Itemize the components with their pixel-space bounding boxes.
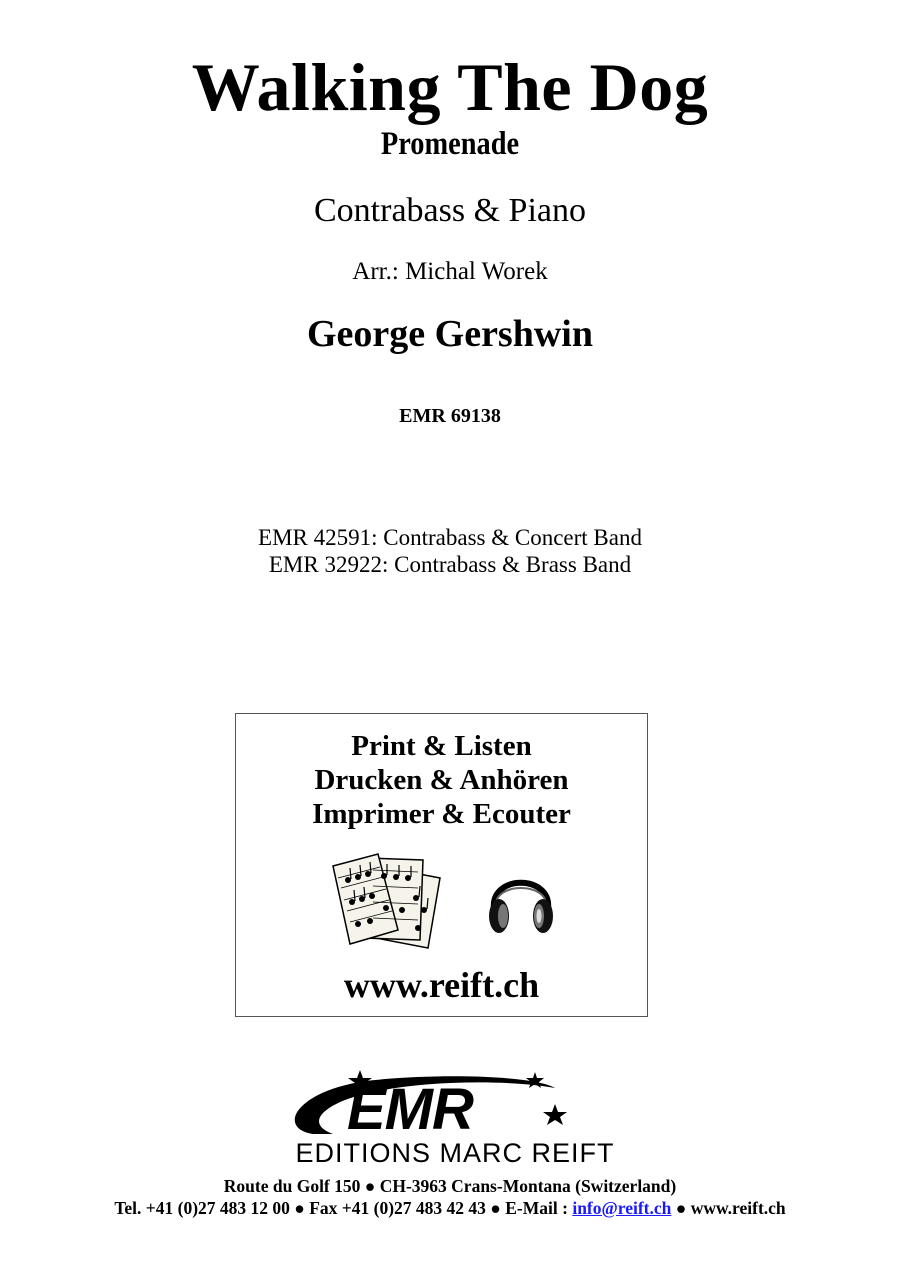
website-link[interactable]: www.reift.ch: [343, 965, 540, 1005]
piece-title: Walking The Dog: [191, 49, 709, 125]
publisher-contact: [0, 1198, 900, 1219]
promo-line-french: Imprimer & Ecouter: [312, 798, 571, 830]
promo-line-english: Print & Listen: [351, 730, 532, 762]
logo-emr-text: EMR: [347, 1077, 473, 1142]
instrumentation: Contrabass & Piano: [314, 192, 586, 229]
catalog-number: EMR 69138: [399, 405, 501, 427]
publisher-address: Route du Golf 150 ● CH-3963 Crans-Montana (Switzerland): [223, 1176, 677, 1196]
print-listen-box: [235, 713, 648, 1017]
related-edition: EMR 32922: Contrabass & Brass Band: [268, 552, 632, 577]
contact-phone-fax: Tel. +41 (0)27 483 12 00 ● Fax +41 (0)27 483 42 43 ● E-Mail :: [114, 1198, 573, 1218]
headphones-icon: [486, 864, 556, 939]
related-edition: EMR 42591: Contrabass & Concert Band: [258, 525, 642, 550]
sheet-music-icon: [328, 848, 458, 953]
publisher-name: EDITIONS MARC REIFT: [295, 1138, 615, 1168]
email-link[interactable]: info@reift.ch: [572, 1198, 672, 1218]
promo-line-german: Drucken & Anhören: [314, 764, 569, 796]
publisher-logo: [235, 1070, 675, 1170]
arranger: Arr.: Michal Worek: [352, 258, 548, 285]
contact-website: ● www.reift.ch: [671, 1198, 786, 1218]
composer: George Gershwin: [306, 313, 593, 355]
piece-subtitle: Promenade: [380, 126, 520, 162]
